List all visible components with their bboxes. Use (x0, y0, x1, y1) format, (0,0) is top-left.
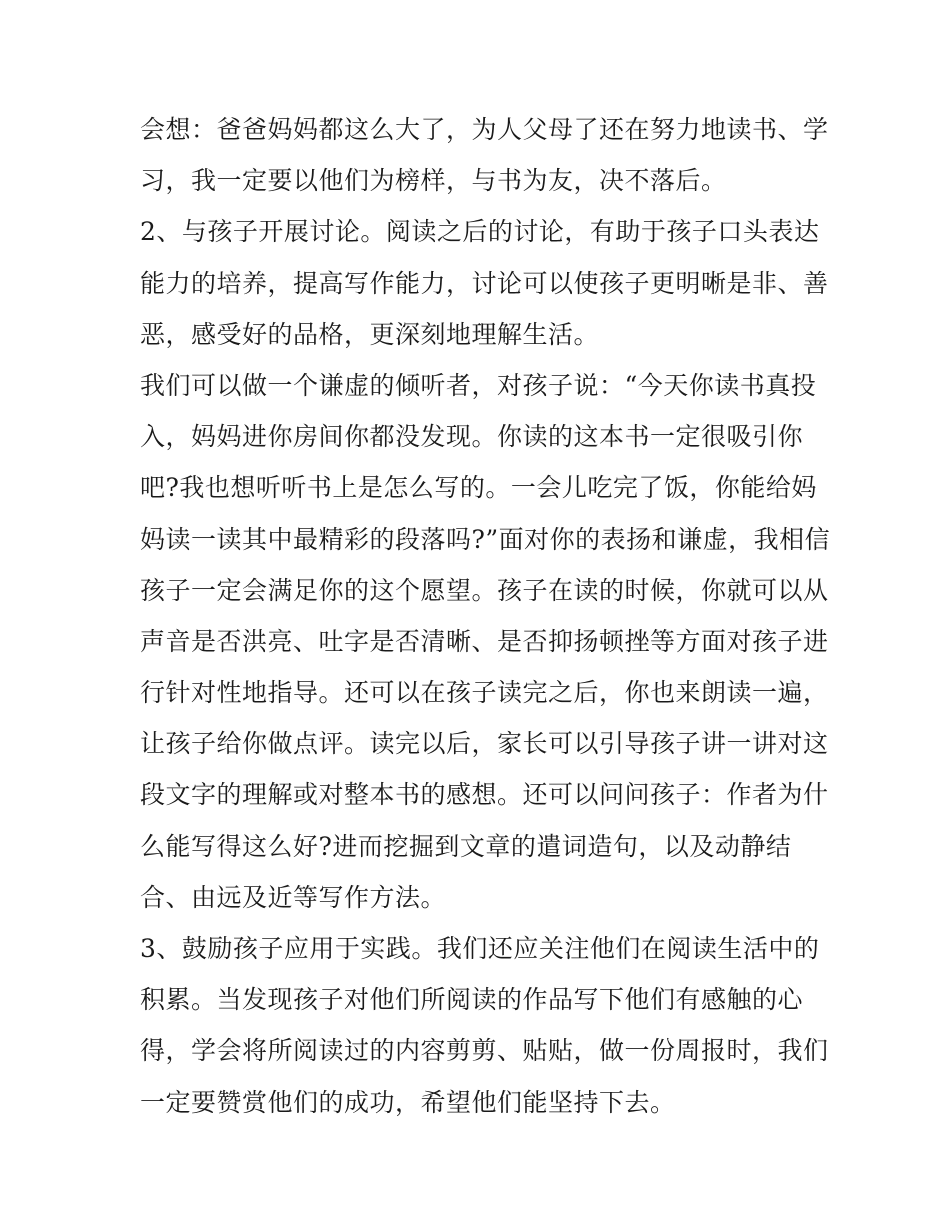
text-line: 积累。当发现孩子对他们所阅读的作品写下他们有感触的心 (140, 985, 804, 1015)
text-line: 行针对性地指导。还可以在孩子读完之后，你也来朗读一遍， (140, 678, 829, 708)
text-line: 声音是否洪亮、吐字是否清晰、是否抑扬顿挫等方面对孩子进 (140, 626, 829, 656)
text-line: 让孩子给你做点评。读完以后，家长可以引导孩子讲一讲对这 (140, 729, 829, 759)
text-line: 能力的培养，提高写作能力，讨论可以使孩子更明晰是非、善 (140, 268, 829, 298)
text-line: 恶，感受好的品格，更深刻地理解生活。 (140, 319, 600, 349)
text-line: 吧?我也想听听书上是怎么写的。一会儿吃完了饭，你能给妈 (140, 473, 817, 503)
text-line: 我们可以做一个谦虚的倾听者，对孩子说：“今天你读书真投 (140, 370, 817, 400)
text-line: 妈读一读其中最精彩的段落吗?”面对你的表扬和谦虚，我相信 (140, 524, 831, 554)
text-line: 合、由远及近等写作方法。 (140, 882, 447, 912)
text-line: 会想：爸爸妈妈都这么大了，为人父母了还在努力地读书、学 (140, 115, 829, 144)
text-line: 得，学会将所阅读过的内容剪剪、贴贴，做一份周报时，我们 (140, 1036, 829, 1066)
text-line: 孩子一定会满足你的这个愿望。孩子在读的时候，你就可以从 (140, 575, 829, 605)
text-line: 入，妈妈进你房间你都没发现。你读的这本书一定很吸引你 (140, 422, 804, 452)
text-line: 一定要赞赏他们的成功，希望他们能坚持下去。 (140, 1087, 676, 1117)
text-line: 习，我一定要以他们为榜样，与书为友，决不落后。 (140, 166, 727, 196)
body-text (140, 104, 830, 1128)
text-line: 3、鼓励孩子应用于实践。我们还应关注他们在阅读生活中的 (140, 934, 820, 963)
text-line: 段文字的理解或对整本书的感想。还可以问问孩子：作者为什 (140, 780, 829, 810)
text-line: 么能写得这么好?进而挖掘到文章的遣词造句，以及动静结 (140, 831, 792, 861)
text-line: 2、与孩子开展讨论。阅读之后的讨论，有助于孩子口头表达 (140, 217, 820, 247)
